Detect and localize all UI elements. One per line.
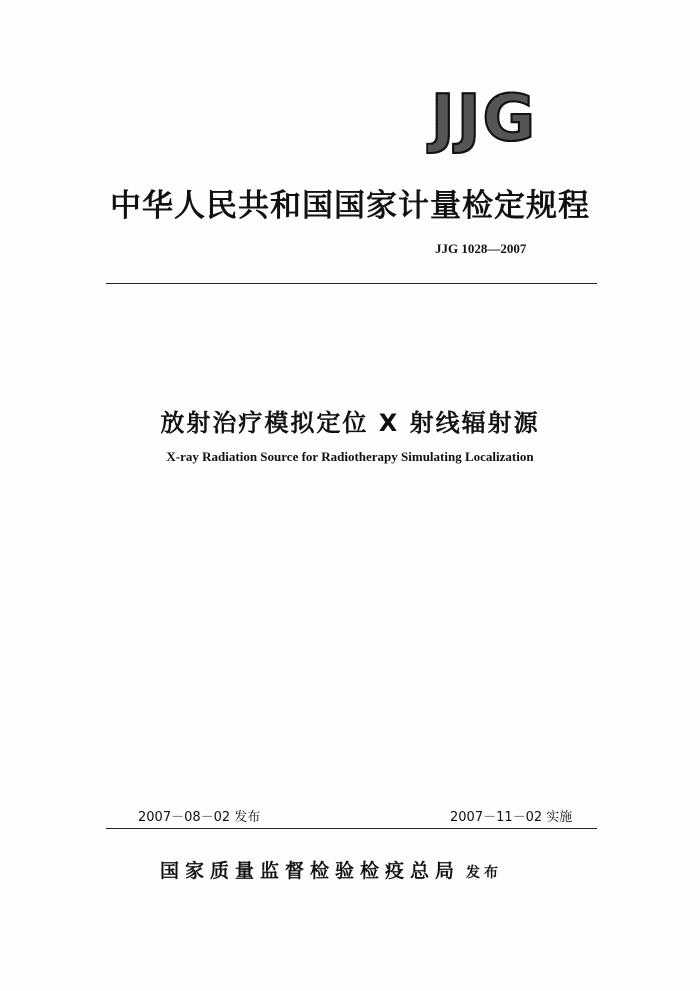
publisher-name: 国家质量监督检验检疫总局 — [160, 860, 461, 882]
standard-code: JJG 1028—2007 — [435, 241, 527, 256]
publisher-line — [160, 856, 560, 883]
bottom-divider — [106, 828, 597, 829]
document-title-cn: 放射治疗模拟定位 X 射线辐射源 — [160, 409, 540, 437]
issue-date: 2007－08－02 发布 — [138, 810, 261, 825]
regulation-category-title: 中华人民共和国国家计量检定规程 — [110, 188, 590, 224]
publisher-action: 发布 — [466, 865, 503, 881]
jjg-logo — [404, 82, 564, 156]
document-title-en: X-ray Radiation Source for Radiotherapy Simulating Localization — [166, 449, 534, 464]
top-divider — [106, 283, 597, 284]
jjg-logo-text: JJG — [430, 82, 538, 156]
implementation-date: 2007－11－02 实施 — [450, 810, 573, 825]
